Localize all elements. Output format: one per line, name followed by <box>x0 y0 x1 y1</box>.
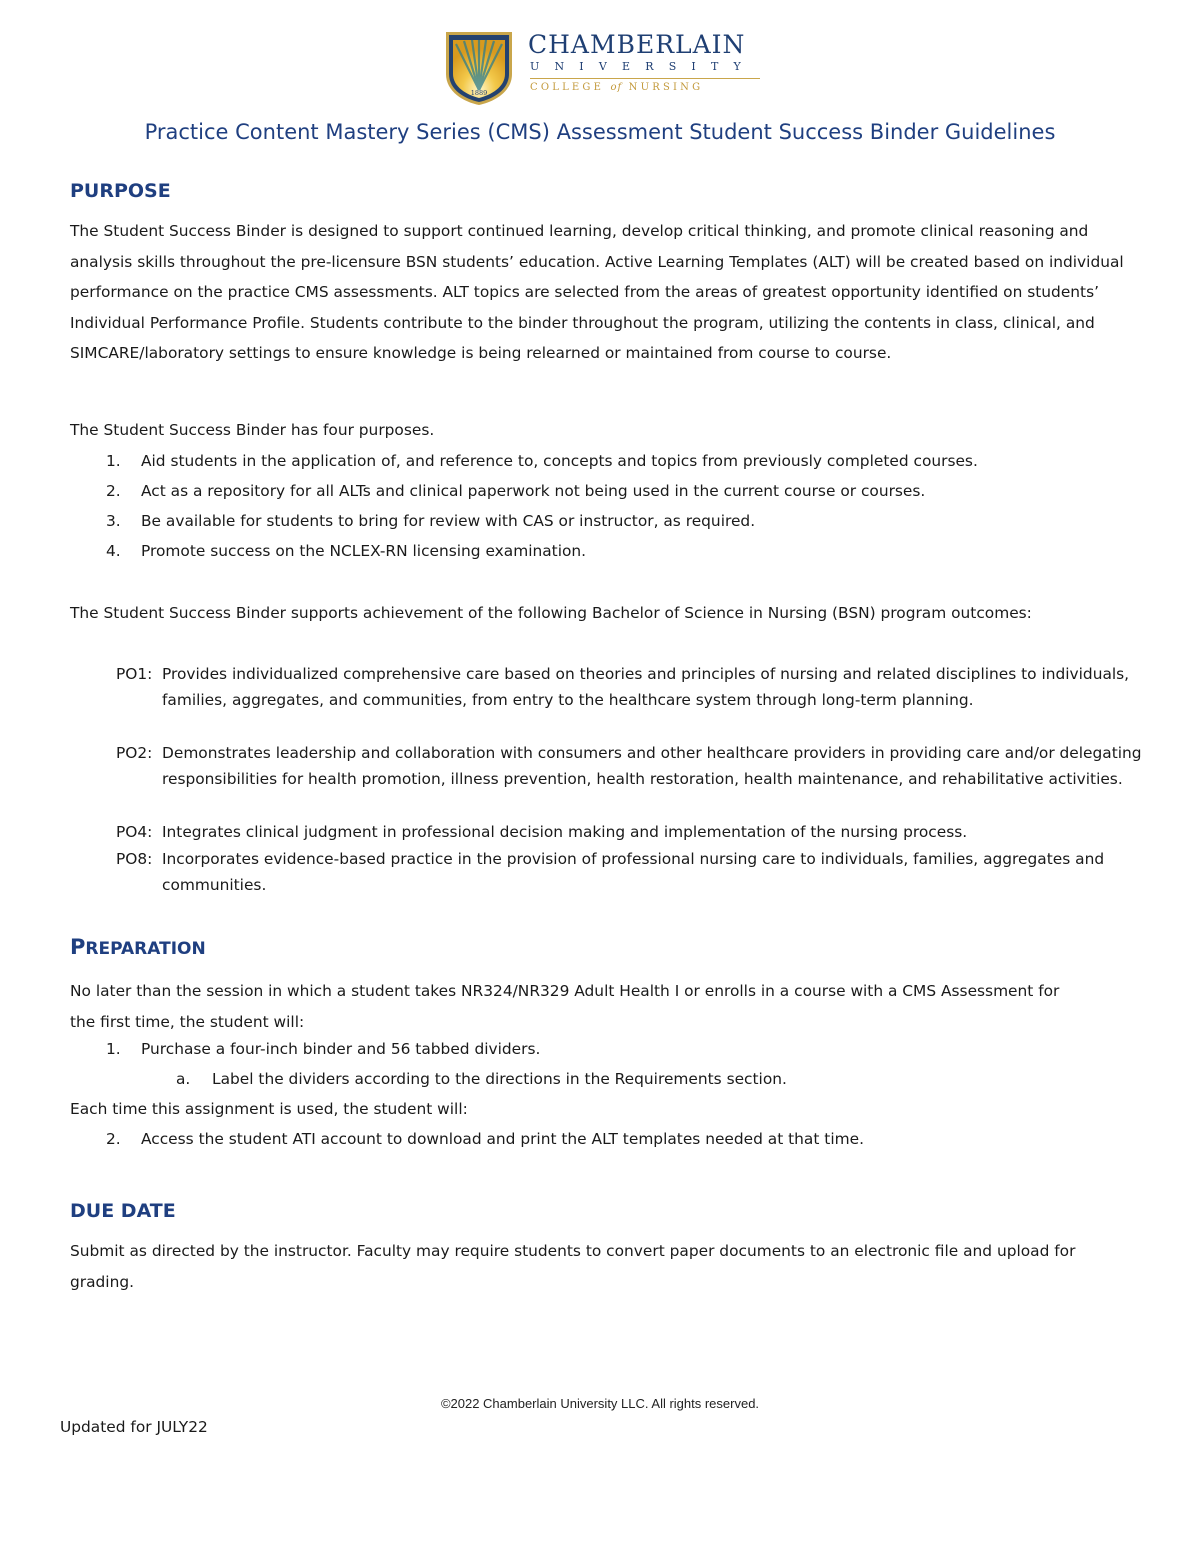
list-number: 4. <box>106 542 121 560</box>
logo-of-word: of <box>610 82 623 93</box>
list-number: 2. <box>106 1130 121 1148</box>
each-time-text: Each time this assignment is used, the student will: <box>70 1100 468 1118</box>
list-number: 1. <box>106 452 121 470</box>
outcome-label: PO4: <box>116 823 153 841</box>
list-text: Purchase a four-inch binder and 56 tabbed dividers. <box>141 1040 541 1058</box>
outcome-label: PO2: <box>116 744 153 762</box>
list-number: 2. <box>106 482 121 500</box>
logo-nursing-word: NURSING <box>628 82 704 93</box>
outcomes-intro: The Student Success Binder supports achievement of the following Bachelor of Science in Nursing (BSN) program outcomes: <box>70 604 1032 622</box>
purpose-paragraph: The Student Success Binder is designed to support continued learning, develop critical thinking, and promote clinical reasoning and analysis skills throughout the pre-licensure BSN students’ education. Active Learning Templates (ALT) will be created based on individual performance on the practice CMS assessments. ALT topics are selected from the areas of greatest opportunity identified on students’ Individual Performance Profile. Students contribute to the binder throughout the program, utilizing the contents in class, clinical, and SIMCARE/laboratory settings to ensure knowledge is being relearned or maintained from course to course. <box>70 222 1124 363</box>
logo-name: CHAMBERLAIN <box>528 30 746 59</box>
university-shield-icon <box>444 30 514 106</box>
outcome-text: Incorporates evidence-based practice in the provision of professional nursing care to individuals, families, aggregates and communities. <box>162 850 1105 895</box>
list-text: Act as a repository for all ALTs and clinical paperwork not being used in the current course or courses. <box>141 482 926 500</box>
page-title: Practice Content Mastery Series (CMS) Assessment Student Success Binder Guidelines <box>144 120 1056 144</box>
list-text: Access the student ATI account to download and print the ALT templates needed at that time. <box>141 1130 864 1148</box>
logo-college-word: COLLEGE <box>530 82 605 93</box>
outcome-text: Demonstrates leadership and collaboration with consumers and other healthcare providers in providing care and/or delegating responsibilities for health promotion, illness prevention, health restoration, health maintenance, and rehabilitative activities. <box>162 744 1142 789</box>
outcome-label: PO8: <box>116 850 153 868</box>
list-text: Be available for students to bring for review with CAS or instructor, as required. <box>141 512 756 530</box>
list-number: 1. <box>106 1040 121 1058</box>
outcome-text: Provides individualized comprehensive care based on theories and principles of nursing and related disciplines to individuals, families, aggregates, and communities, from entry to the healthcare system through long-term planning. <box>162 665 1130 710</box>
outcome-text: Integrates clinical judgment in professional decision making and implementation of the nursing process. <box>162 823 968 842</box>
outcome-item <box>116 740 1146 792</box>
outcome-item <box>116 819 1146 845</box>
sublist-text: Label the dividers according to the directions in the Requirements section. <box>212 1070 787 1088</box>
due-date-heading: DUE DATE <box>70 1200 176 1222</box>
logo-college <box>530 82 703 93</box>
preparation-intro: No later than the session in which a student takes NR324/NR329 Adult Health I or enrolls in a course with a CMS Assessment for the first time, the student will: <box>70 982 1060 1031</box>
preparation-heading-rest: REPARATION <box>85 939 206 959</box>
list-number: 3. <box>106 512 121 530</box>
purpose-heading: PURPOSE <box>70 180 171 202</box>
list-text: Aid students in the application of, and reference to, concepts and topics from previously completed courses. <box>141 452 978 470</box>
preparation-heading <box>70 935 206 959</box>
chamberlain-logo <box>444 30 774 108</box>
logo-university: UNIVERSITY <box>530 60 756 73</box>
outcome-item <box>116 661 1146 713</box>
sublist-letter: a. <box>176 1070 191 1088</box>
footer-updated: Updated for JULY22 <box>60 1418 208 1436</box>
due-date-text: Submit as directed by the instructor. Faculty may require students to convert paper documents to an electronic file and upload for grading. <box>70 1242 1076 1291</box>
purposes-intro: The Student Success Binder has four purposes. <box>70 421 435 439</box>
logo-year: 1889 <box>470 89 488 97</box>
outcome-item <box>116 846 1146 898</box>
list-text: Promote success on the NCLEX-RN licensing examination. <box>141 542 587 560</box>
footer-copyright: ©2022 Chamberlain University LLC. All rights reserved. <box>440 1396 760 1411</box>
outcome-label: PO1: <box>116 665 153 683</box>
logo-divider <box>530 78 760 79</box>
preparation-heading-initial: P <box>70 935 86 959</box>
